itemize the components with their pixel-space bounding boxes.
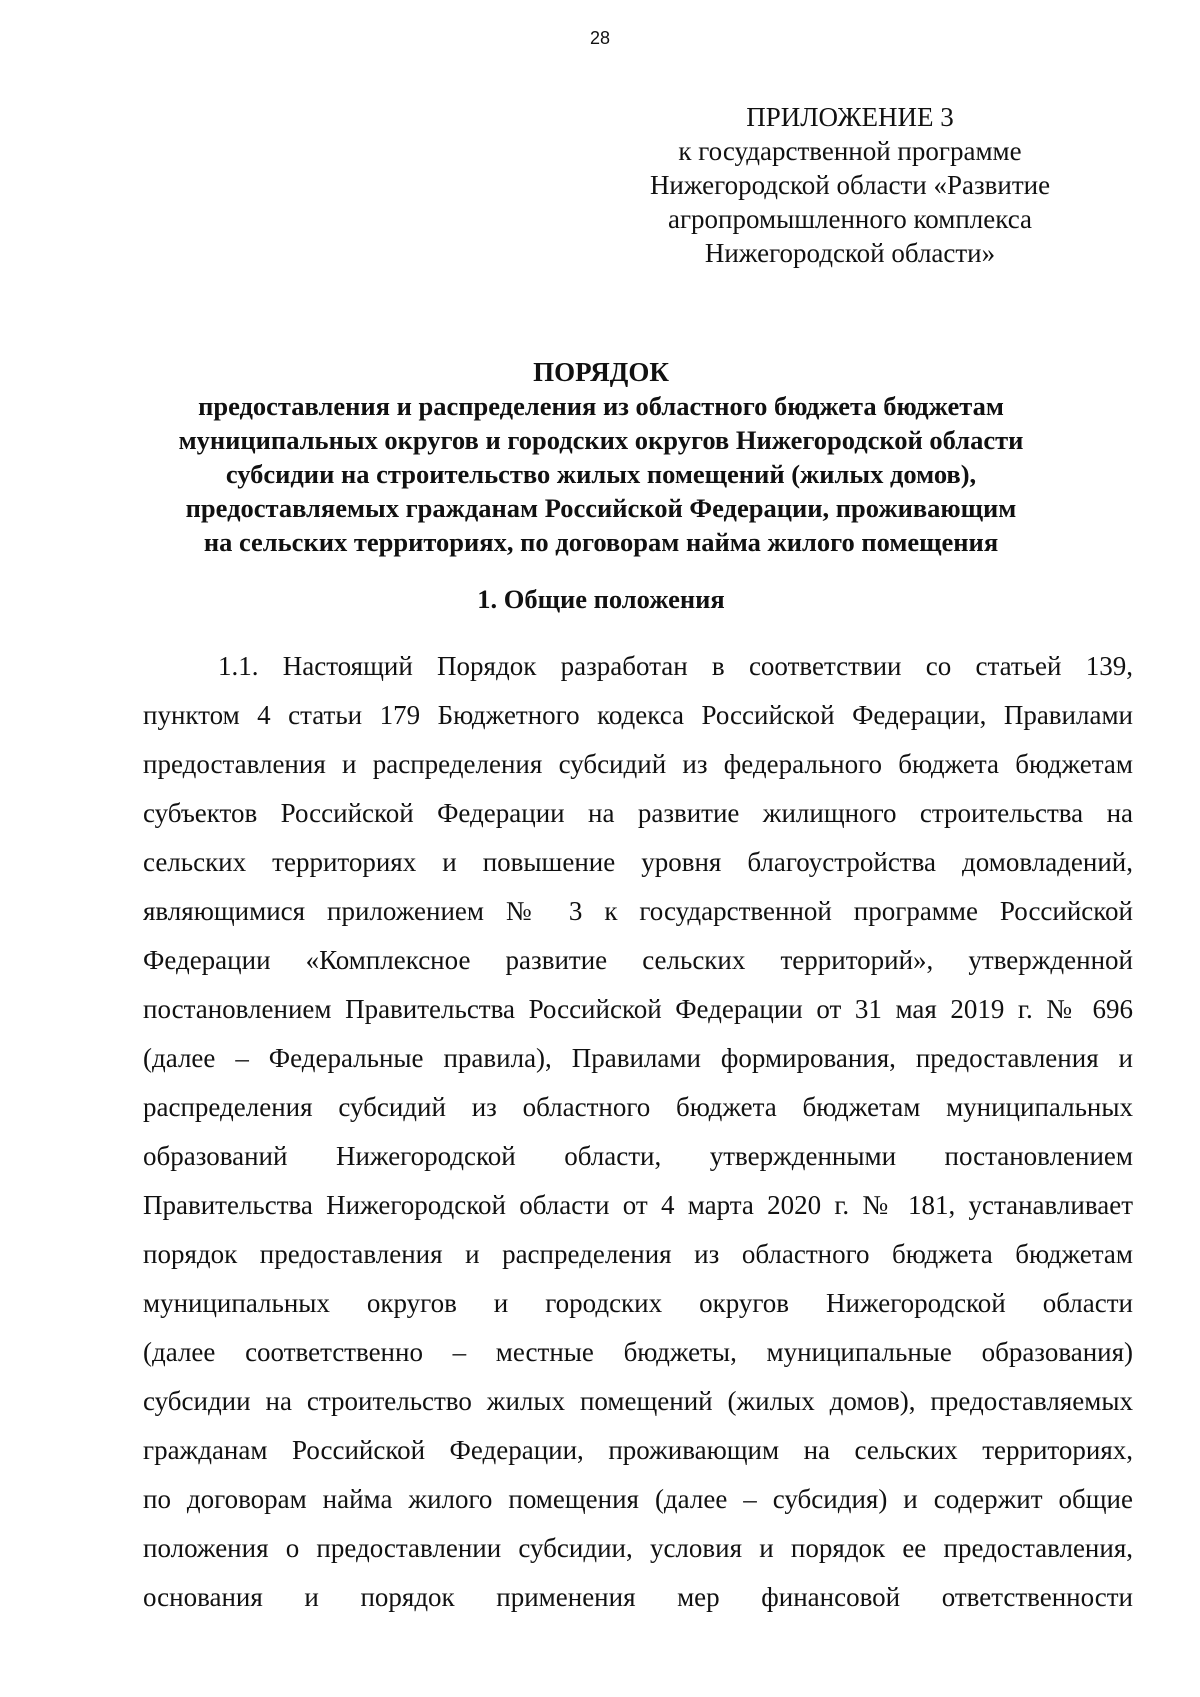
appendix-line: Нижегородской области»: [704, 238, 996, 268]
paragraph-line: порядок предоставления и распределения из областного бюджета бюджетам: [143, 1239, 1133, 1269]
paragraph-line: субъектов Российской Федерации на развитие жилищного строительства на: [143, 798, 1133, 828]
page-number: 28: [589, 28, 611, 48]
subtitle-line: предоставляемых гражданам Российской Федерации, проживающим: [185, 493, 1017, 523]
paragraph-line: образований Нижегородской области, утвержденными постановлением: [143, 1141, 1133, 1171]
paragraph-line: муниципальных округов и городских округов Нижегородской области: [143, 1288, 1133, 1318]
section-heading: 1. Общие положения: [477, 584, 725, 614]
paragraph-line: (далее – Федеральные правила), Правилами формирования, предоставления и: [143, 1043, 1133, 1073]
paragraph-line: Федерации «Комплексное развитие сельских территорий», утвержденной: [143, 945, 1133, 975]
paragraph-line: по договорам найма жилого помещения (далее – субсидия) и содержит общие: [143, 1484, 1133, 1514]
paragraph-line: распределения субсидий из областного бюджета бюджетам муниципальных: [143, 1092, 1133, 1122]
paragraph-line: гражданам Российской Федерации, проживающим на сельских территориях,: [143, 1435, 1133, 1465]
document-subtitle: [130, 389, 1072, 559]
appendix-line: Нижегородской области «Развитие: [649, 170, 1051, 200]
paragraph-line: основания и порядок применения мер финансовой ответственности: [143, 1582, 1133, 1612]
paragraph-line: сельских территориях и повышение уровня благоустройства домовладений,: [143, 847, 1133, 877]
paragraph-line: 1.1. Настоящий Порядок разработан в соответствии со статьей 139,: [218, 651, 1133, 681]
subtitle-line: на сельских территориях, по договорам найма жилого помещения: [203, 527, 999, 557]
document-title: ПОРЯДОК: [533, 357, 669, 387]
paragraph-line: предоставления и распределения субсидий из федерального бюджета бюджетам: [143, 749, 1133, 779]
subtitle-line: предоставления и распределения из областного бюджета бюджетам: [198, 391, 1004, 421]
subtitle-line: муниципальных округов и городских округов Нижегородской области: [178, 425, 1024, 455]
paragraph-line: являющимися приложением № 3 к государственной программе Российской: [143, 896, 1133, 926]
paragraph-line: положения о предоставлении субсидии, условия и порядок ее предоставления,: [143, 1533, 1133, 1563]
paragraph-line: субсидии на строительство жилых помещений (жилых домов), предоставляемых: [143, 1386, 1133, 1416]
appendix-line: агропромышленного комплекса: [668, 204, 1032, 234]
paragraph-line: Правительства Нижегородской области от 4 марта 2020 г. № 181, устанавливает: [143, 1190, 1133, 1220]
paragraph-body: [143, 642, 1133, 1622]
appendix-line: к государственной программе: [678, 136, 1022, 166]
appendix-block: [610, 100, 1090, 270]
appendix-line: ПРИЛОЖЕНИЕ 3: [746, 102, 954, 132]
subtitle-line: субсидии на строительство жилых помещений (жилых домов),: [225, 459, 977, 489]
paragraph-line: (далее соответственно – местные бюджеты, муниципальные образования): [143, 1337, 1133, 1367]
paragraph-line: постановлением Правительства Российской Федерации от 31 мая 2019 г. № 696: [143, 994, 1133, 1024]
paragraph-line: пунктом 4 статьи 179 Бюджетного кодекса Российской Федерации, Правилами: [143, 700, 1133, 730]
